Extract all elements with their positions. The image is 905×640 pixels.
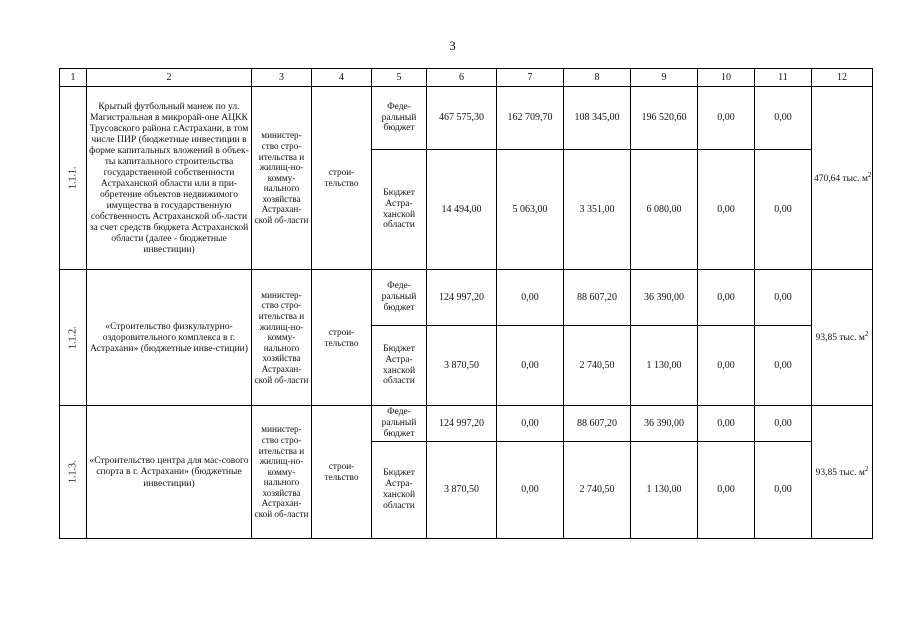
header-cell: 9 — [631, 69, 698, 87]
header-cell: 6 — [427, 69, 497, 87]
value-cell: 0,00 — [755, 442, 812, 539]
header-cell: 8 — [564, 69, 631, 87]
funding-source: Феде-ральный бюджет — [372, 270, 427, 326]
value-cell: 196 520,60 — [631, 87, 698, 150]
table-row — [60, 406, 873, 442]
value-cell: 0,00 — [497, 270, 564, 326]
value-cell: 0,00 — [497, 326, 564, 406]
value-cell: 1 130,00 — [631, 442, 698, 539]
header-cell: 1 — [60, 69, 87, 87]
responsible-org: министер-ство стро-ительства и жилищ-но-комму-нального хозяйства Астрахан-ской об-ласти — [252, 270, 312, 406]
value-cell: 0,00 — [698, 406, 755, 442]
item-name: «Строительство физкультурно-оздоровительного комплекса в г. Астрахани» (бюджетные инве-стиции) — [87, 270, 252, 406]
result-indicator: 470,64 тыс. $м^2$ — [812, 87, 873, 270]
value-cell: 124 997,20 — [427, 406, 497, 442]
table-row — [60, 87, 873, 150]
value-cell: 0,00 — [497, 406, 564, 442]
value-cell: 0,00 — [755, 406, 812, 442]
value-cell: 3 870,50 — [427, 442, 497, 539]
value-cell: 162 709,70 — [497, 87, 564, 150]
item-number-cell — [60, 270, 87, 406]
funding-source: Бюджет Астра-ханской области — [372, 326, 427, 406]
work-type: строи-тельство — [312, 270, 372, 406]
header-cell: 10 — [698, 69, 755, 87]
value-cell: 108 345,00 — [564, 87, 631, 150]
item-number: 1.1.1. — [67, 166, 79, 190]
item-number: 1.1.3. — [67, 460, 79, 484]
header-cell: 11 — [755, 69, 812, 87]
work-type: строи-тельство — [312, 87, 372, 270]
result-indicator: 93,85 тыс. $м^2$ — [812, 270, 873, 406]
header-cell: 2 — [87, 69, 252, 87]
page-number: 3 — [449, 38, 456, 53]
value-cell: 2 740,50 — [564, 442, 631, 539]
header-cell: 5 — [372, 69, 427, 87]
value-cell: 6 080,00 — [631, 150, 698, 270]
value-cell: 36 390,00 — [631, 406, 698, 442]
table-row — [60, 270, 873, 326]
value-cell: 0,00 — [698, 87, 755, 150]
header-cell: 12 — [812, 69, 873, 87]
value-cell: 0,00 — [698, 270, 755, 326]
funding-source: Феде-ральный бюджет — [372, 406, 427, 442]
value-cell: 88 607,20 — [564, 270, 631, 326]
value-cell: 2 740,50 — [564, 326, 631, 406]
value-cell: 14 494,00 — [427, 150, 497, 270]
header-cell: 3 — [252, 69, 312, 87]
value-cell: 124 997,20 — [427, 270, 497, 326]
value-cell: 3 351,00 — [564, 150, 631, 270]
table-header-row — [60, 69, 873, 87]
responsible-org: министер-ство стро-ительства и жилищ-но-комму-нального хозяйства Астрахан-ской об-ласти — [252, 87, 312, 270]
value-cell: 467 575,30 — [427, 87, 497, 150]
result-indicator: 93,85 тыс. $м^2$ — [812, 406, 873, 539]
funding-source: Бюджет Астра-ханской области — [372, 442, 427, 539]
funding-source: Бюджет Астра-ханской области — [372, 150, 427, 270]
value-cell: 5 063,00 — [497, 150, 564, 270]
program-activities-table — [59, 68, 873, 539]
value-cell: 0,00 — [497, 442, 564, 539]
item-name: «Строительство центра для мас-сового спорта в г. Астрахани» (бюджетные инвестиции) — [87, 406, 252, 539]
responsible-org: министер-ство стро-ительства и жилищ-но-комму-нального хозяйства Астрахан-ской об-ласти — [252, 406, 312, 539]
work-type: строи-тельство — [312, 406, 372, 539]
header-cell: 4 — [312, 69, 372, 87]
value-cell: 3 870,50 — [427, 326, 497, 406]
value-cell: 1 130,00 — [631, 326, 698, 406]
header-cell: 7 — [497, 69, 564, 87]
value-cell: 0,00 — [755, 326, 812, 406]
item-number-cell — [60, 87, 87, 270]
value-cell: 0,00 — [755, 87, 812, 150]
item-number-cell — [60, 406, 87, 539]
value-cell: 88 607,20 — [564, 406, 631, 442]
value-cell: 0,00 — [755, 150, 812, 270]
value-cell: 0,00 — [698, 150, 755, 270]
funding-source: Феде-ральный бюджет — [372, 87, 427, 150]
value-cell: 0,00 — [698, 326, 755, 406]
value-cell: 0,00 — [698, 442, 755, 539]
item-number: 1.1.2. — [67, 326, 79, 349]
value-cell: 0,00 — [755, 270, 812, 326]
item-name: Крытый футбольный манеж по ул. Магистральная в микрорай-оне АЦКК Трусовского района г.Астрахани, в том числе ПИР (бюджетные инвестиции в форме капитальных вложений в объек-ты капитального строительства государственной собственности Астраханской области или в при-обретение объектов недвижимого имущества в государственную собственность Астраханской об-ласти за счет средств бюджета Астраханской области (далее - бюджетные инвестиции) — [87, 87, 252, 270]
value-cell: 36 390,00 — [631, 270, 698, 326]
